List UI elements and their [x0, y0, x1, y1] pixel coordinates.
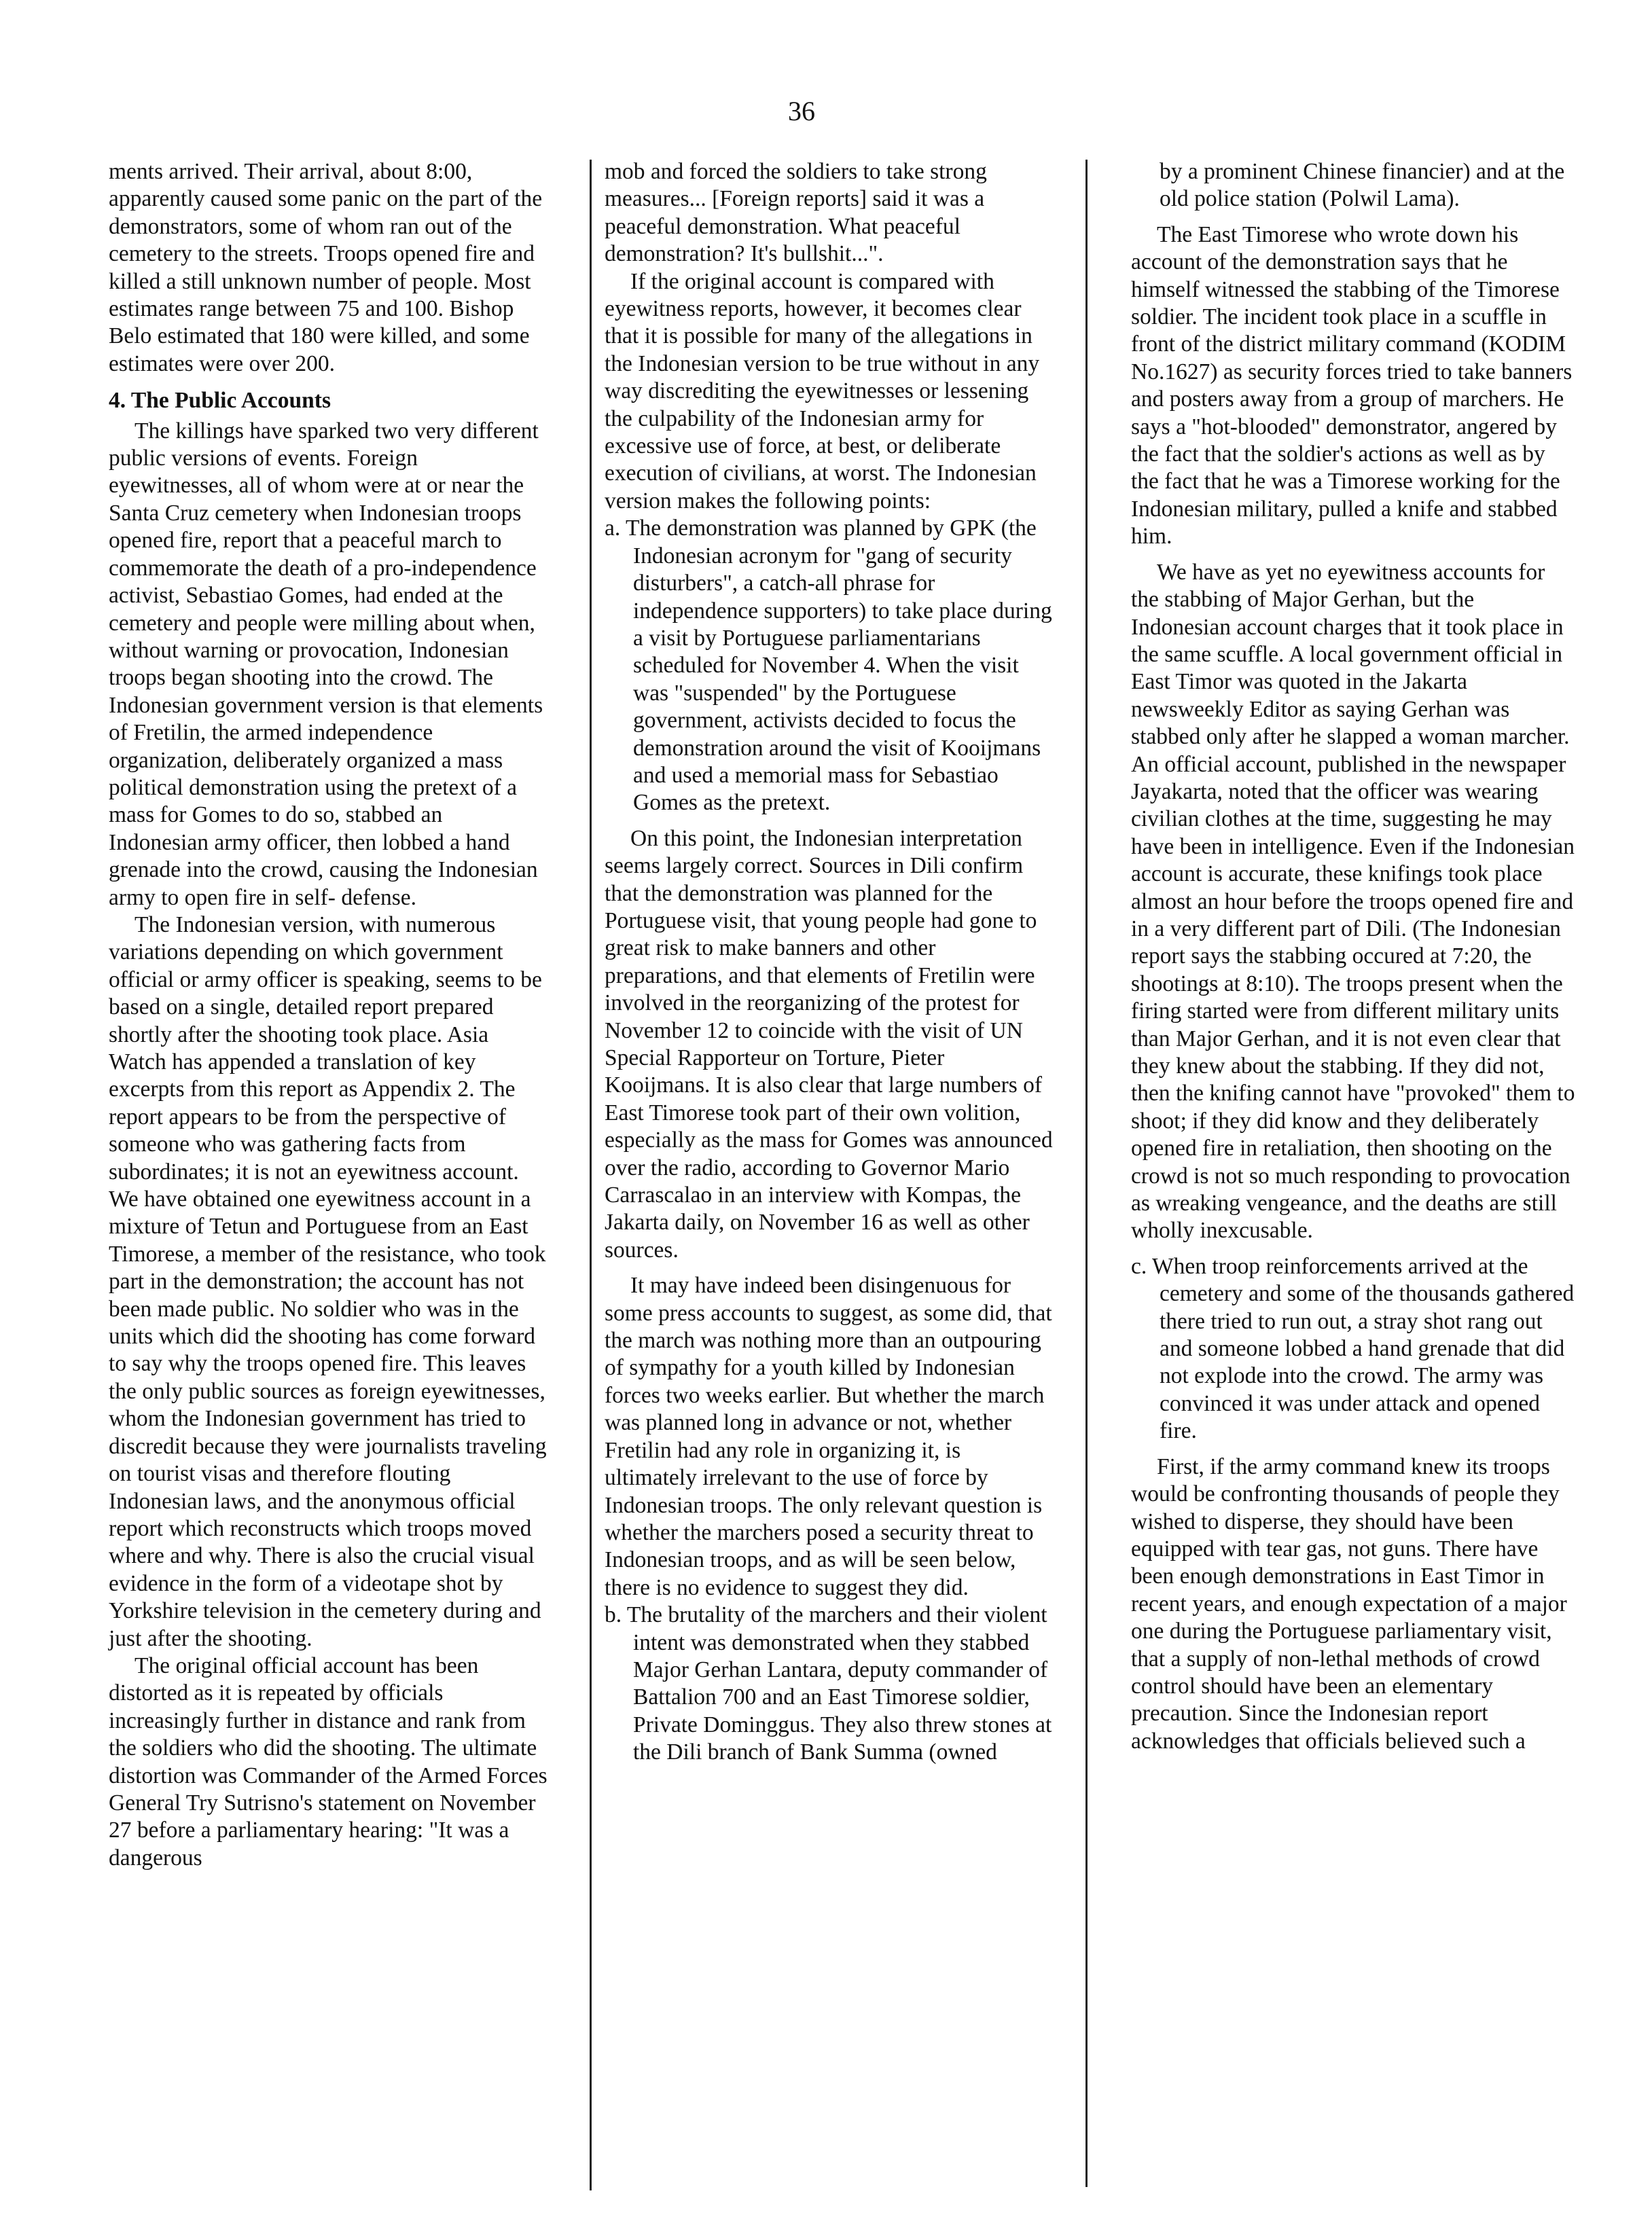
text-column-1 [109, 158, 547, 1872]
paragraph: by a prominent Chinese financier) and at the old police station (Polwil Lama). [1160, 159, 1565, 212]
paragraph: First, if the army command knew its troops would be confronting thousands of people they wished to disperse, they should have been equipped with tear gas, not guns. There have been enough demonstrations in East Timor in recent years, and enough expectation of a major one during the Portuguese parliamentary visit, that a supply of non-lethal methods of crowd control should have been an elementary precaution. Since the Indonesian report acknowledges that officials believed such a [1131, 1453, 1567, 1754]
paragraph: The killings have sparked two very different public versions of events. Foreign eyewitnesses, all of whom were at or near the Santa Cruz cemetery when Indonesian troops opened fire, report that a peaceful march to commemorate the death of a pro-independence activist, Sebastiao Gomes, had ended at the cemetery and people were milling about when, without warning or provocation, Indonesian troops began shooting into the crowd. The Indonesian government version is that elements of Fretilin, the armed independence organization, deliberately organized a mass political demonstration using the pretext of a mass for Gomes to do so, stabbed an Indonesian army officer, then lobbed a hand grenade into the crowd, causing the Indonesian army to open fire in self- defense. [109, 418, 543, 910]
paragraph: The original official account has been distorted as it is repeated by officials increasingly further in distance and rank from the soldiers who did the shooting. The ultimate distortion was Commander of the Armed Forces General Try Sutrisno's statement on November 27 before a parliamentary hearing: "It was a dangerous [109, 1653, 547, 1871]
list-item: b. The brutality of the marchers and their violent intent was demonstrated when they stabbed Major Gerhan Lantara, deputy commander of Battalion 700 and an East Timorese soldier, Private Dominggus. They also threw stones at the Dili branch of Bank Summa (owned [605, 1602, 1052, 1765]
paragraph: The Indonesian version, with numerous variations depending on which government official or army officer is speaking, seems to be based on a single, detailed report prepared shortly after the shooting took place. Asia Watch has appended a translation of key excerpts from this report as Appendix 2. The report appears to be from the perspective of someone who was gathering facts from subordinates; it is not an eyewitness account. We have obtained one eyewitness account in a mixture of Tetun and Portuguese from an East Timorese, a member of the resistance, who took part in the demonstration; the account has not been made public. No soldier who was in the units which did the shooting has come forward to say why the troops opened fire. This leaves the only public sources as foreign eyewitnesses, whom the Indonesian government has tried to discredit because they were journalists traveling on tourist visas and therefore flouting Indonesian laws, and the anonymous official report which reconstructs which troops moved where and why. There is also the crucial visual evidence in the form of a videotape shot by Yorkshire television in the cemetery during and just after the shooting. [109, 911, 547, 1651]
list-item: a. The demonstration was planned by GPK (the Indonesian acronym for "gang of security disturbers", a catch-all phrase for independence supporters) to take place during a visit by Portuguese parliamentarians scheduled for November 4. When the visit was "suspended" by the Portuguese government, activists decided to focus the demonstration around the visit of Kooijmans and used a memorial mass for Sebastiao Gomes as the pretext. [605, 516, 1052, 816]
page-number: 36 [788, 96, 815, 126]
paragraph: We have as yet no eyewitness accounts for the stabbing of Major Gerhan, but the Indonesian account charges that it took place in the same scuffle. A local government official in East Timor was quoted in the Jakarta newsweekly Editor as saying Gerhan was stabbed only after he slapped a woman marcher. An official account, published in the newspaper Jayakarta, noted that the officer was wearing civilian clothes at the time, suggesting he may have been in intelligence. Even if the Indonesian account is accurate, these knifings took place almost an hour before the troops opened fire and in a very different part of Dili. (The Indonesian report says the stabbing occured at 7:20, the shootings at 8:10). The troops present when the firing started were from different military units than Major Gerhan, and it is not even clear that they knew about the stabbing. If they did not, then the knifing cannot have "provoked" them to shoot; if they did know and they deliberately opened fire in retaliation, then shooting on the crowd is not so much responding to provocation as wreaking vengeance, and the deaths are still wholly inexcusable. [1131, 559, 1575, 1244]
column-divider-2 [1085, 160, 1088, 2187]
paragraph: If the original account is compared with eyewitness reports, however, it becomes clear that it is possible for many of the allegations in the Indonesian version to be true without in any way discrediting the eyewitnesses or lessening the culpability of the Indonesian army for excessive use of force, at best, or deliberate execution of civilians, at worst. The Indonesian version makes the following points: [605, 268, 1040, 513]
text-column-2 [605, 158, 1053, 1767]
list-item: c. When troop reinforcements arrived at the cemetery and some of the thousands gathered there tried to run out, a stray shot rang out and someone lobbed a hand grenade that did not explode into the crowd. The army was convinced it was under attack and opened fire. [1131, 1253, 1575, 1444]
paragraph: ments arrived. Their arrival, about 8:00, apparently caused some panic on the part of the demonstrators, some of whom ran out of the cemetery to the streets. Troops opened fire and killed a still unknown number of people. Most estimates range between 75 and 100. Bishop Belo estimated that 180 were killed, and some estimates were over 200. [109, 159, 543, 376]
paragraph: mob and forced the soldiers to take strong measures... [Foreign reports] said it was a peaceful demonstration. What peaceful demonstration? It's bullshit...". [605, 159, 987, 267]
paragraph: On this point, the Indonesian interpretation seems largely correct. Sources in Dili confirm that the demonstration was planned for the Portuguese visit, that young people had gone to great risk to make banners and other preparations, and that elements of Fretilin were involved in the reorganizing of the protest for November 12 to coincide with the visit of UN Special Rapporteur on Torture, Pieter Kooijmans. It is also clear that large numbers of East Timorese took part of their own volition, especially as the mass for Gomes was announced over the radio, according to Governor Mario Carrascalao in an interview with Kompas, the Jakarta daily, on November 16 as well as other sources. [605, 825, 1053, 1263]
text-column-3 [1131, 158, 1576, 1755]
paragraph: It may have indeed been disingenuous for some press accounts to suggest, as some did, that the march was nothing more than an outpouring of sympathy for a youth killed by Indonesian forces two weeks earlier. But whether the march was planned long in advance or not, whether Fretilin had any role in organizing it, is ultimately irrelevant to the use of force by Indonesian troops. The only relevant question is whether the marchers posed a security threat to Indonesian troops, and as will be seen below, there is no evidence to suggest they did. [605, 1273, 1052, 1600]
column-divider-1 [590, 160, 592, 2190]
paragraph: The East Timorese who wrote down his account of the demonstration says that he himself witnessed the stabbing of the Timorese soldier. The incident took place in a scuffle in front of the district military command (KODIM No.1627) as security forces tried to take banners and posters away from a group of marchers. He says a "hot-blooded" demonstrator, angered by the fact that the soldier's actions as well as by the fact that he was a Timorese working for the Indonesian military, pulled a knife and stabbed him. [1131, 221, 1573, 549]
section-heading: 4. The Public Accounts [109, 388, 331, 414]
